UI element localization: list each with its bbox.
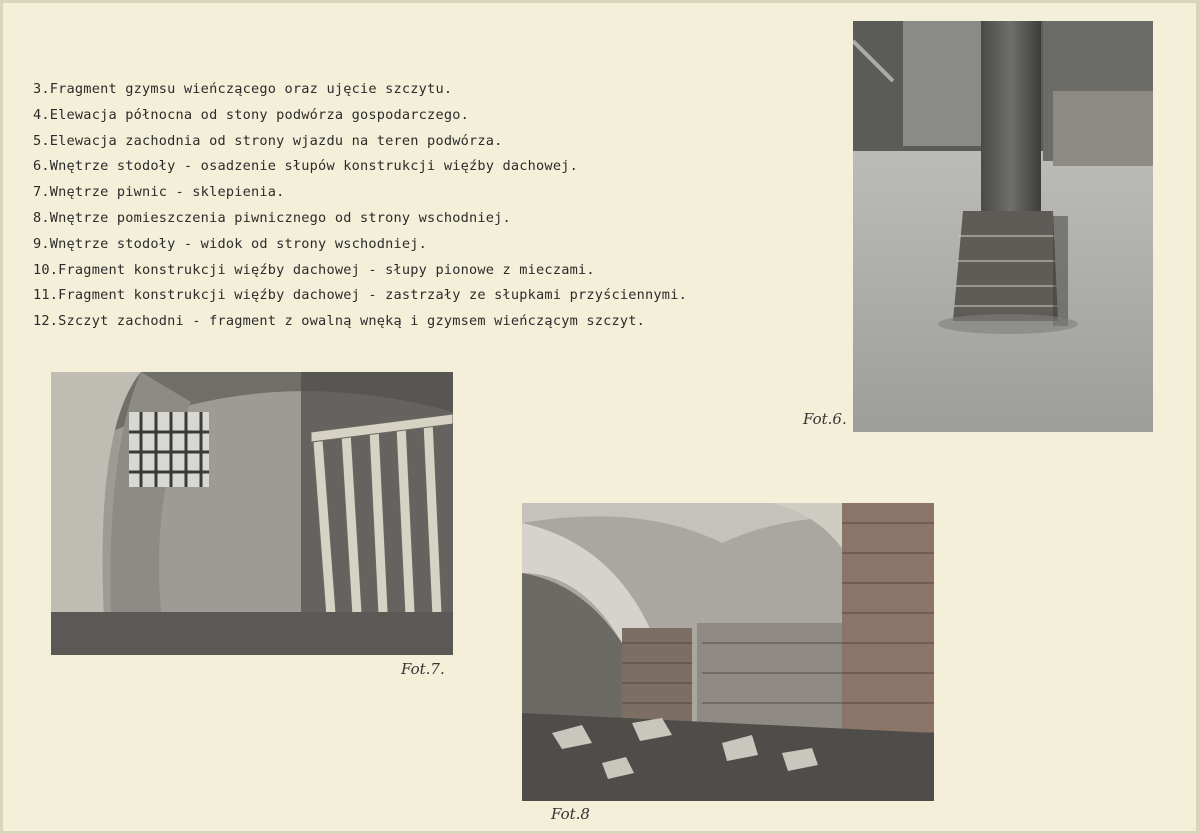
photo-barn-post <box>853 21 1153 432</box>
photo-caption-list <box>33 77 853 335</box>
caption-item: 11.Fragment konstrukcji więźby dachowej - zastrzały ze słupkami przyściennymi. <box>33 287 687 304</box>
caption-item: 7.Wnętrze piwnic - sklepienia. <box>33 184 285 201</box>
caption-item: 12.Szczyt zachodni - fragment z owalną wnęką i gzymsem wieńczącym szczyt. <box>33 313 646 330</box>
caption-item: 10.Fragment konstrukcji więźby dachowej - słupy pionowe z mieczami. <box>33 261 595 278</box>
photo-label-fot6: Fot.6. <box>803 410 847 428</box>
caption-item: 3.Fragment gzymsu wieńczącego oraz ujęcie szczytu. <box>33 81 453 97</box>
caption-item: 9.Wnętrze stodoły - widok od strony wschodniej. <box>33 235 428 252</box>
photo-cellar-vaults-image <box>522 503 934 801</box>
photo-label-fot8: Fot.8 <box>551 805 590 823</box>
photo-cellar-window-image <box>51 372 453 655</box>
photo-label-fot7: Fot.7. <box>401 660 445 678</box>
photo-cellar-vaults <box>522 503 934 801</box>
photo-cellar-window <box>51 372 453 655</box>
caption-item: 4.Elewacja północna od stony podwórza gospodarczego. <box>33 106 469 123</box>
caption-item: 5.Elewacja zachodnia od strony wjazdu na teren podwórza. <box>33 132 503 149</box>
photo-barn-post-image <box>853 21 1153 432</box>
caption-item: 8.Wnętrze pomieszczenia piwnicznego od strony wschodniej. <box>33 209 511 226</box>
caption-item: 6.Wnętrze stodoły - osadzenie słupów konstrukcji więźby dachowej. <box>33 158 578 175</box>
